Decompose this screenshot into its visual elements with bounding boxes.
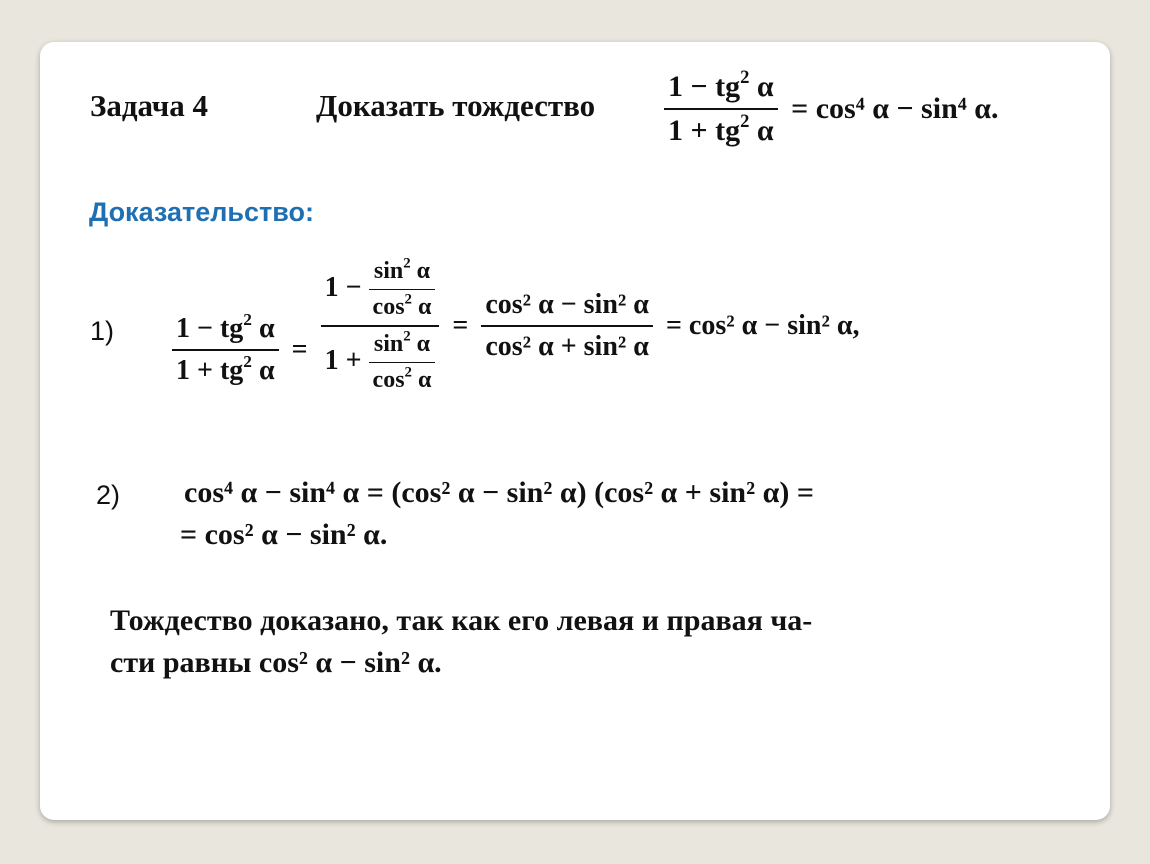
step1-complex-fraction: [321, 255, 440, 394]
sin-over-cos-bottom: $\frac{\sin^2 \alpha}{\cos^2 \alpha}$: [369, 331, 436, 394]
step1-mid-fraction: [481, 289, 653, 363]
task-label: Задача 4: [90, 88, 209, 123]
task-statement-text: Доказать тождество: [316, 88, 596, 123]
conclusion-line2: сти равны cos² α − sin² α.: [110, 646, 442, 679]
task-fraction-denominator: $1 + tg^2$ α: [668, 110, 774, 147]
step1-number: 1): [90, 316, 115, 346]
step1-complex-denominator: 1 + $\frac{\sin^2 \alpha}{\cos^2 \alpha}$: [321, 327, 440, 394]
task-fraction: [664, 66, 778, 148]
step1-lhs-fraction: [172, 309, 279, 387]
step2-line1: cos⁴ α − sin⁴ α = (cos² α − sin² α) (cos² α + sin² α) =: [184, 476, 814, 509]
step1-complex-numerator: 1 − $\frac{\sin^2 \alpha}{\cos^2 \alpha}$: [321, 258, 440, 327]
step1-lhs-numerator: $1 - tg^2$ α: [172, 313, 279, 351]
conclusion-line1: Тождество доказано, так как его левая и правая ча-: [110, 604, 813, 637]
task-fraction-numerator: $1 - tg^2$ α: [664, 70, 778, 110]
sin-over-cos-top: $\frac{\sin^2 \alpha}{\cos^2 \alpha}$: [369, 258, 436, 321]
step2-number: 2): [96, 480, 121, 510]
slide-card: [40, 42, 1110, 820]
step1-lhs-denominator: $1 + tg^2$ α: [176, 351, 275, 386]
task-rhs: = cos⁴ α − sin⁴ α.: [791, 92, 999, 125]
step2-line2: = cos² α − sin² α.: [180, 518, 388, 551]
task-formula: [664, 66, 1005, 148]
step1-mid-denominator: cos² α + sin² α: [485, 331, 649, 362]
proof-heading: Доказательство:: [89, 197, 314, 227]
step1-mid-numerator: cos² α − sin² α: [481, 289, 653, 327]
step1-formula: $\frac{1 - tg^2 \alpha}{1 + tg^2 \alpha}$ = 1 − $\frac{\sin^2 \alpha}{\cos^2 \alpha}$ 1 + $\frac{\sin^2 \alpha}{\cos^2 \alpha}$ = $\frac{\text{cos² α − sin² α}}{\text{cos² α + sin² α}}$ = cos² α − sin² α,: [172, 258, 865, 394]
conclusion: [110, 600, 812, 684]
step1-result: = cos² α − sin² α,: [665, 310, 860, 341]
task-statement: [316, 88, 595, 124]
